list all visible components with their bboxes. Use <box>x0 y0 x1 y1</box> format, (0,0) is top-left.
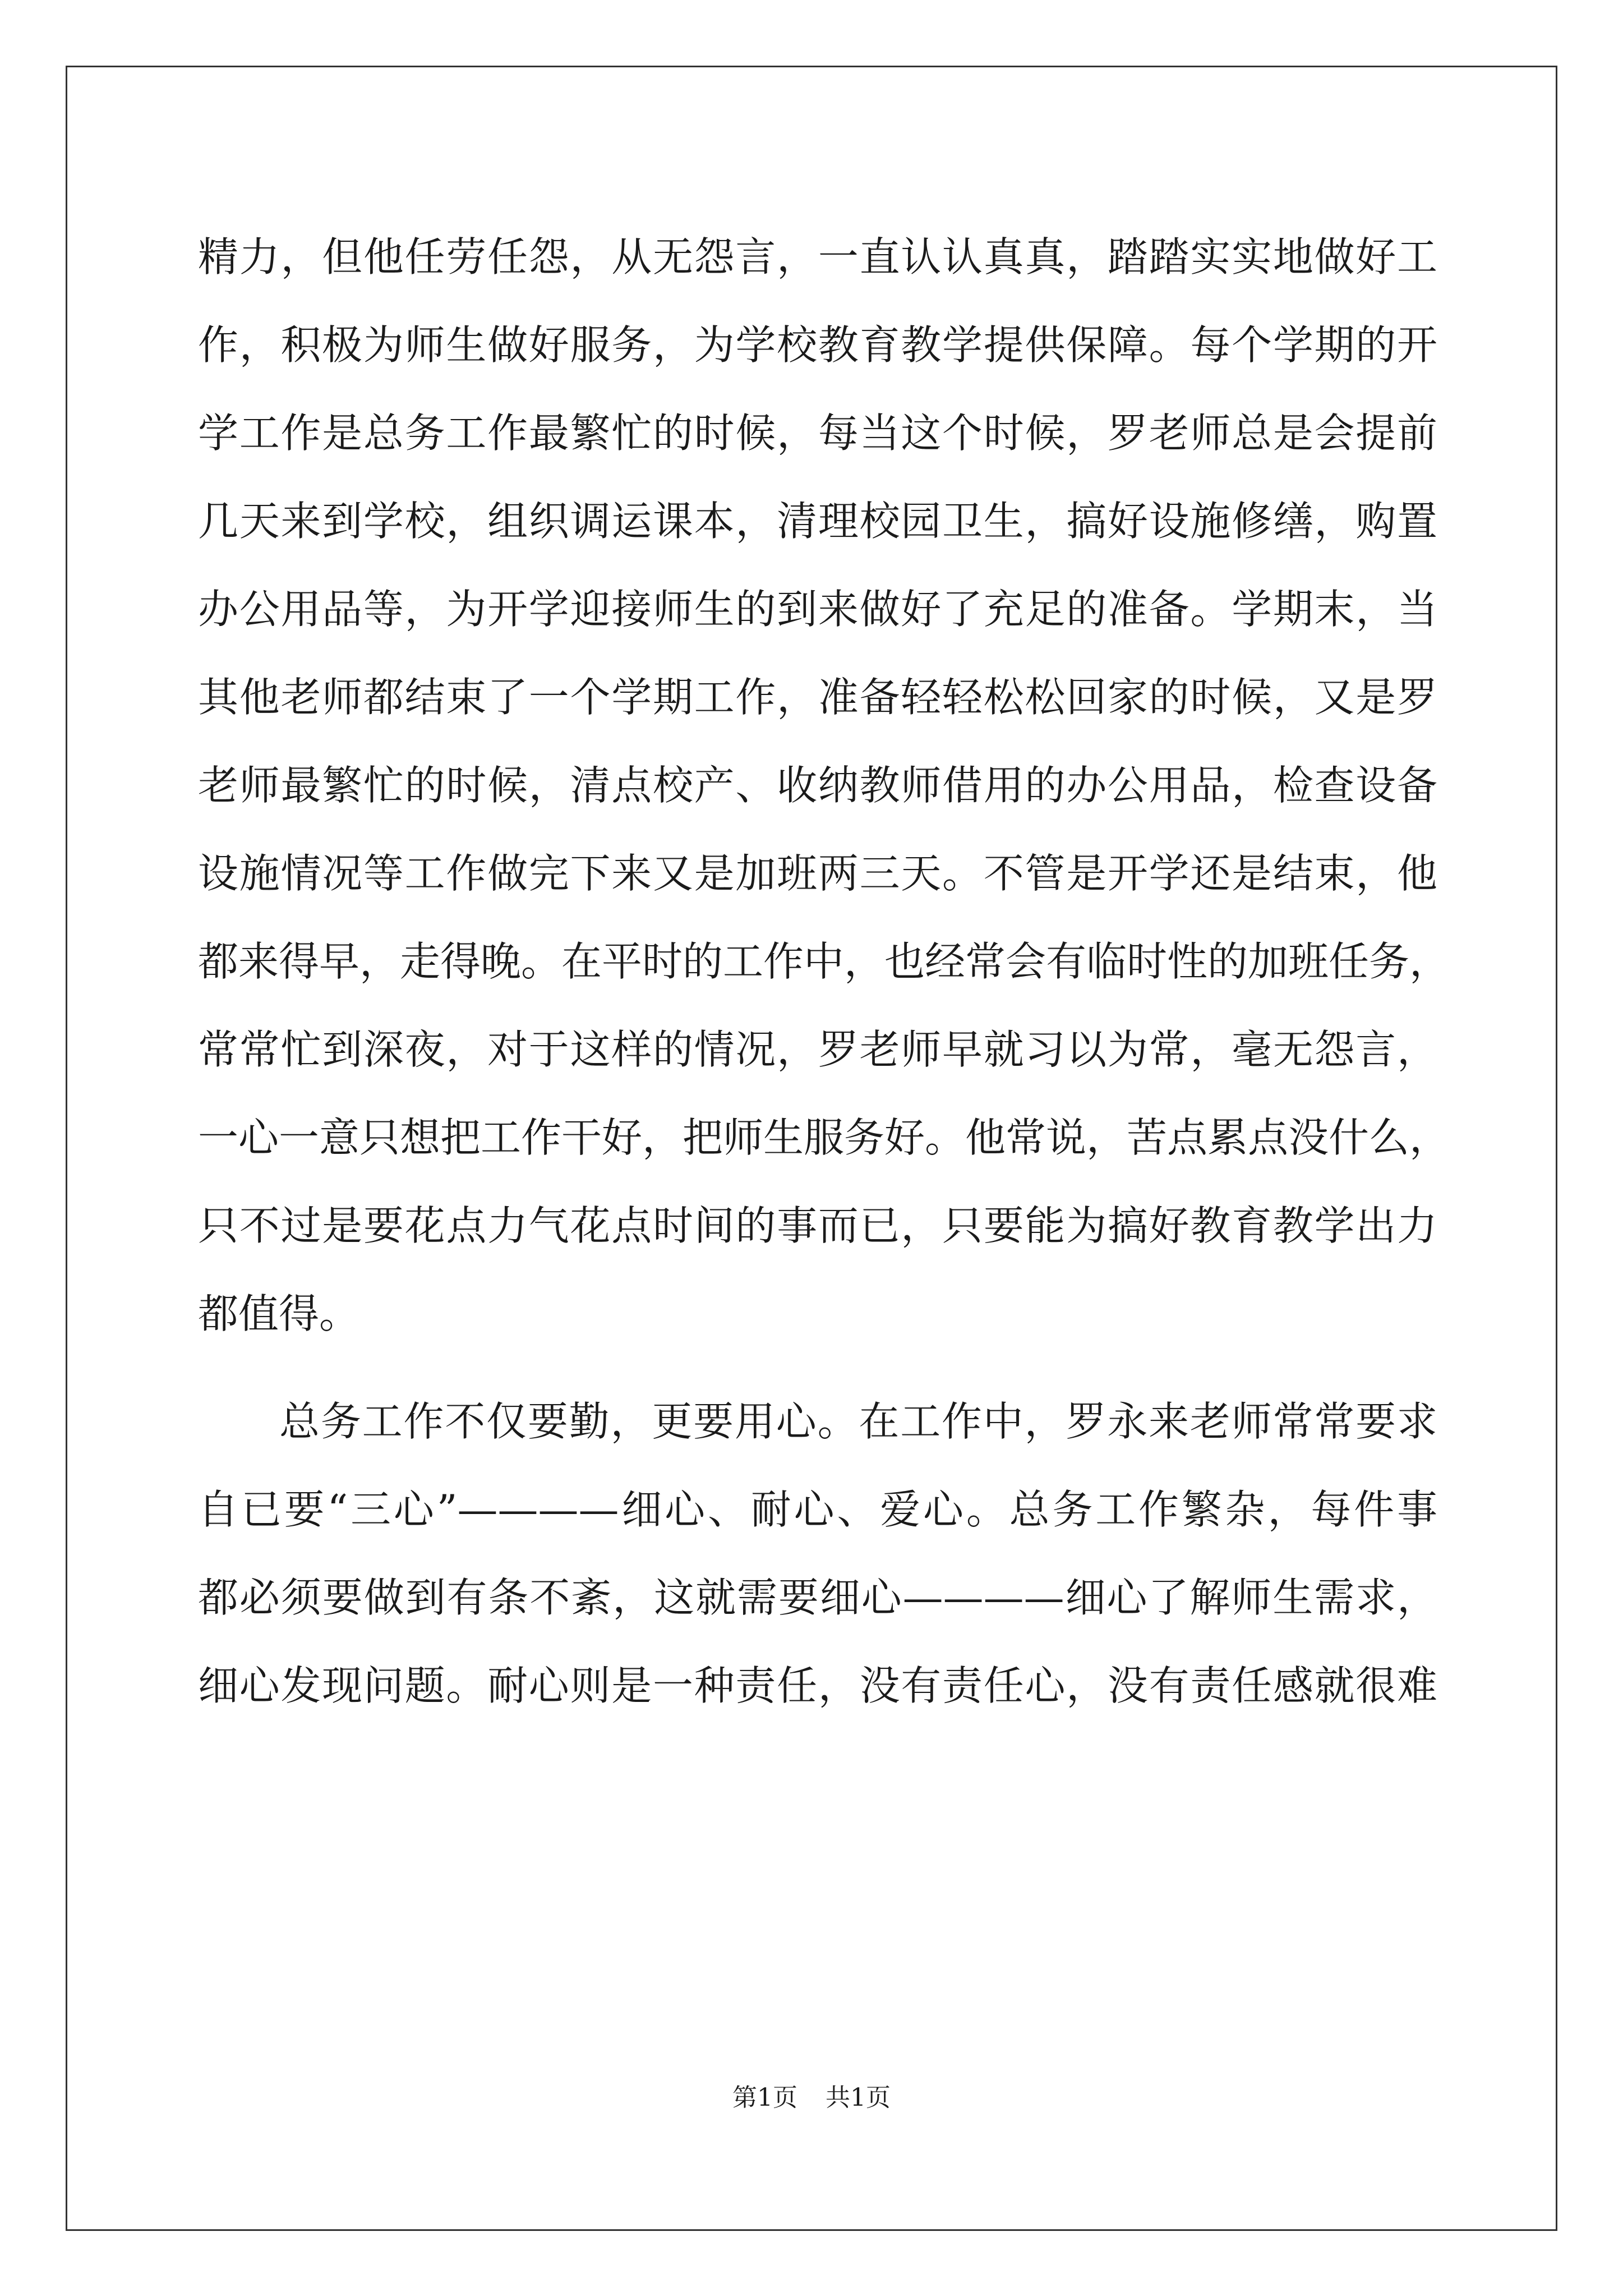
text-line: 其他老师都结束了一个学期工作，准备轻轻松松回家的时候，又是罗 <box>198 674 1437 721</box>
text-line: 只不过是要花点力气花点时间的事而已，只要能为搞好教育教学出力 <box>198 1202 1437 1249</box>
text-line: 老师最繁忙的时候，清点校产、收纳教师借用的办公用品，检查设备 <box>198 762 1437 809</box>
text-line: 都值得。 <box>198 1290 360 1337</box>
text-line: 精力，但他任劳任怨，从无怨言，一直认认真真，踏踏实实地做好工 <box>198 233 1437 280</box>
text-line: 几天来到学校，组织调运课本，清理校园卫生，搞好设施修缮，购置 <box>198 498 1437 545</box>
text-line: 学工作是总务工作最繁忙的时候，每当这个时候，罗老师总是会提前 <box>198 409 1437 457</box>
paragraph <box>198 213 1450 1358</box>
text-line: 细心发现问题。耐心则是一种责任，没有责任心，没有责任感就很难 <box>198 1662 1437 1709</box>
paragraph-spacer <box>198 1358 1437 1378</box>
page-number: 第1页 <box>732 2083 797 2112</box>
text-line: 总务工作不仅要勤，更要用心。在工作中，罗永来老师常常要求 <box>279 1398 1437 1445</box>
text-line: 设施情况等工作做完下来又是加班两三天。不管是开学还是结束，他 <box>198 850 1437 897</box>
text-line: 办公用品等，为开学迎接师生的到来做好了充足的准备。学期末，当 <box>198 586 1437 633</box>
text-line: 作，积极为师生做好服务，为学校教育教学提供保障。每个学期的开 <box>198 321 1437 369</box>
text-line: 都来得早，走得晚。在平时的工作中，也经常会有临时性的加班任务， <box>198 938 1450 985</box>
page-footer <box>0 2081 1623 2115</box>
text-line: 一心一意只想把工作干好，把师生服务好。他常说，苦点累点没什么， <box>198 1114 1450 1161</box>
text-line: 常常忙到深夜，对于这样的情况，罗老师早就习以为常，毫无怨言， <box>198 1026 1437 1073</box>
document-body <box>198 213 1450 1730</box>
page-total: 共1页 <box>826 2083 891 2112</box>
paragraph <box>198 1378 1437 1730</box>
text-line: 都必须要做到有条不紊，这就需要细心————细心了解师生需求， <box>198 1574 1437 1621</box>
text-line: 自已要“三心”————细心、耐心、爱心。总务工作繁杂，每件事 <box>198 1486 1437 1533</box>
